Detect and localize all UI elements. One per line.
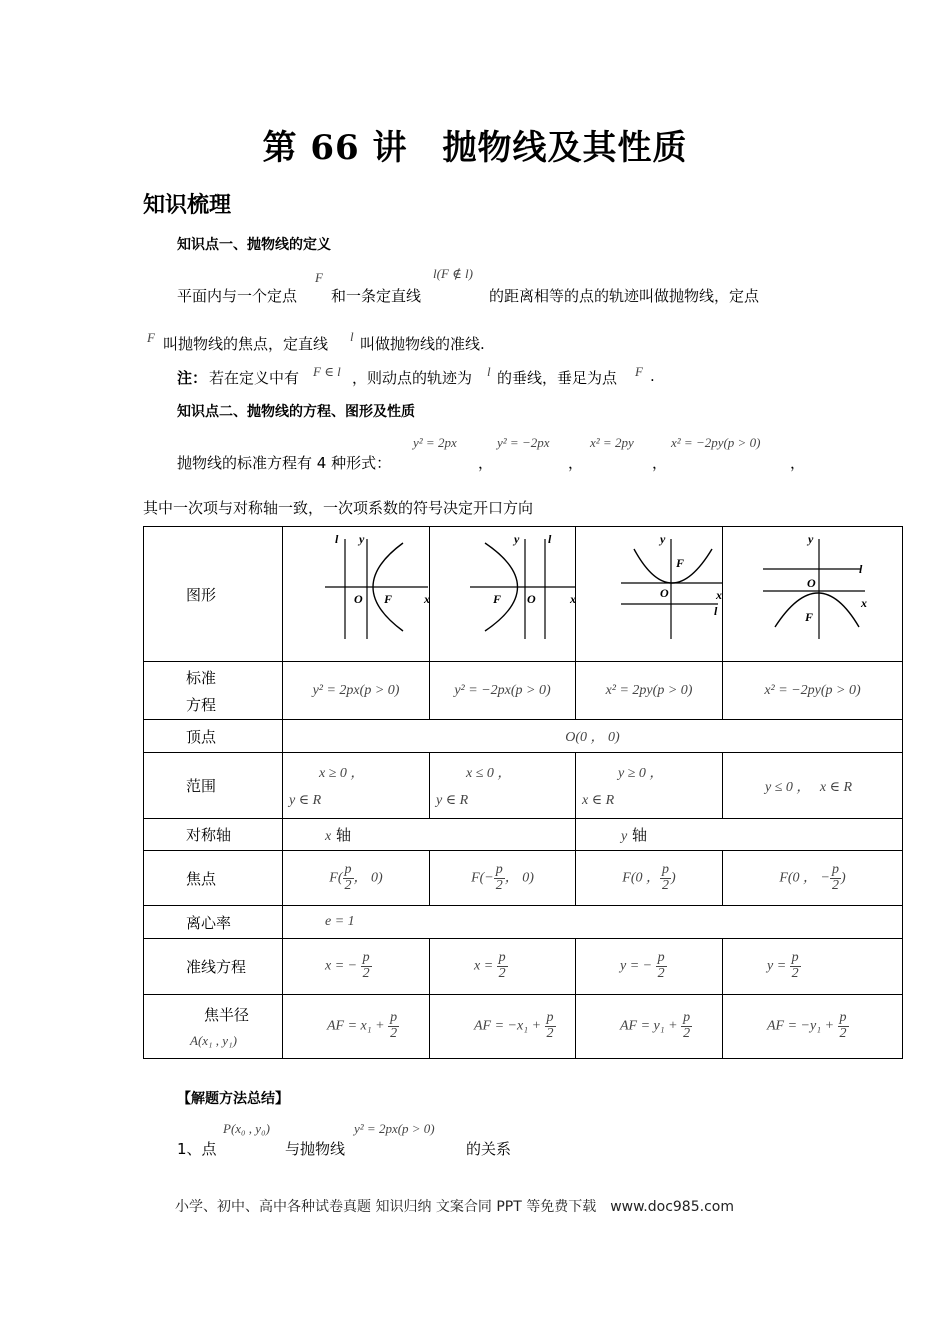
page-title: 第 66 讲 抛物线及其性质: [262, 128, 688, 168]
method-item-c: 的关系: [466, 1140, 512, 1158]
kp1-condition: l(F ∉ l): [433, 266, 473, 281]
eq-4: x² = −2py(p > 0): [723, 662, 903, 720]
label-focal-radius-2: A(x₁ , y₁): [190, 1033, 237, 1048]
eq-3: x² = 2py(p > 0): [576, 662, 723, 720]
label-equation-1: 标准: [186, 668, 217, 687]
focus-3: F(0 ， $\frac{p}{2}$ ): [576, 851, 723, 906]
label-y: y: [660, 532, 666, 546]
radius-1: AF = x₁ + $\frac{p}{2}$: [283, 995, 430, 1059]
label-vertex: 顶点: [144, 720, 283, 753]
form-comma-4: ，: [790, 454, 806, 472]
note-text-c: 的垂线，垂足为点: [497, 369, 618, 387]
axis-x-word: 轴: [336, 826, 352, 844]
label-x: x: [570, 592, 576, 606]
row-focus: [144, 851, 903, 906]
focus-4: F(0 ， − $\frac{p}{2}$ ): [723, 851, 903, 906]
label-F: F: [676, 556, 685, 570]
label-focal-radius-1: 焦半径: [204, 1006, 250, 1024]
axis-x: [283, 819, 576, 851]
directrix-2: x = $\frac{p}{2}$: [430, 939, 576, 995]
range-1: x ≥ 0 ， y ∈ R: [283, 753, 430, 819]
range-3-a: y ≥ 0: [618, 766, 646, 781]
kp1-line1-b: 和一条定直线: [331, 287, 422, 305]
radius-4: AF = −y₁ + $\frac{p}{2}$: [723, 995, 903, 1059]
page-footer: 小学、初中、高中各种试卷真题 知识归纳 文案合同 PPT 等免费下载 www.doc985.com: [175, 1199, 734, 1215]
axis-y: [576, 819, 903, 851]
range-4-b: x ∈ R: [819, 779, 853, 795]
eccentricity-value: e = 1: [283, 906, 903, 939]
forms-note: 其中一次项与对称轴一致，一次项系数的符号决定开口方向: [143, 499, 534, 517]
forms-lead: 抛物线的标准方程有 4 种形式：: [177, 454, 392, 472]
graph-left-opening-svg: [430, 527, 576, 657]
eq-1: y² = 2px(p > 0): [283, 662, 430, 720]
parabola-curve: [634, 549, 712, 583]
eq-2: y² = −2px(p > 0): [430, 662, 576, 720]
label-O: O: [354, 592, 363, 606]
vertex-value: O(0 ， 0): [283, 720, 903, 753]
graph-right-opening-svg: [283, 527, 429, 657]
row-focal-radius: [144, 995, 903, 1059]
label-O: O: [807, 576, 816, 590]
label-focus: 焦点: [144, 851, 283, 906]
range-3-b: x ∈ R: [582, 793, 615, 808]
form-4: x² = −2py(p > 0): [671, 435, 761, 450]
range-4: y ≤ 0 ， x ∈ R: [723, 753, 903, 819]
range-1-b: y ∈ R: [289, 793, 322, 808]
note-l-symbol: l: [487, 364, 491, 379]
kp1-line2-a: 叫抛物线的焦点，定直线: [163, 335, 329, 353]
axis-x-sym: x: [325, 829, 332, 844]
kp2-heading: 知识点二、抛物线的方程、图形及性质: [177, 404, 415, 420]
note-condition: F ∈ l: [313, 364, 341, 379]
note-text-a: 若在定义中有: [209, 369, 300, 387]
method-heading: 【解题方法总结】: [177, 1091, 289, 1107]
row-directrix: [144, 939, 903, 995]
range-3: y ≥ 0 ， x ∈ R: [576, 753, 723, 819]
graph-up-opening: [576, 527, 723, 662]
directrix-1: x = − $\frac{p}{2}$: [283, 939, 430, 995]
section-heading: 知识梳理: [143, 193, 232, 218]
label-l: l: [335, 532, 339, 546]
graph-down-opening-svg: [723, 527, 903, 657]
kp1-line1-c: 的距离相等的点的轨迹叫做抛物线，定点: [489, 287, 760, 305]
axis-y-sym: y: [621, 829, 628, 844]
graph-left-opening: [430, 527, 576, 662]
directrix-4: y = $\frac{p}{2}$: [723, 939, 903, 995]
method-curve: y² = 2px(p > 0): [354, 1121, 435, 1136]
label-x: x: [861, 596, 867, 610]
axis-y-word: 轴: [632, 826, 648, 844]
label-x: x: [424, 592, 430, 606]
parabola-curve: [775, 593, 859, 627]
note-text-b: ，则动点的轨迹为: [352, 369, 473, 387]
graph-down-opening: [723, 527, 903, 662]
label-y: y: [514, 532, 520, 546]
range-2-a: x ≤ 0: [466, 766, 494, 781]
kp1-line2-b: 叫做抛物线的准线.: [360, 335, 485, 353]
label-O: O: [527, 592, 536, 606]
label-l: l: [714, 604, 718, 618]
focus-1: F( $\frac{p}{2}$ ， 0): [283, 851, 430, 906]
focus-2: F(− $\frac{p}{2}$ ， 0): [430, 851, 576, 906]
range-4-a: y ≤ 0: [765, 779, 793, 795]
label-focal-radius: [144, 995, 283, 1059]
graph-right-opening: [283, 527, 430, 662]
kp1-l-symbol: l: [350, 329, 354, 344]
kp1-F-symbol: F: [315, 270, 323, 285]
note-F-symbol: F: [635, 364, 643, 379]
properties-table: [143, 526, 903, 1059]
label-directrix: 准线方程: [144, 939, 283, 995]
method-item-a: 1、点: [177, 1140, 217, 1158]
form-1: y² = 2px: [413, 435, 457, 450]
label-eccentricity: 离心率: [144, 906, 283, 939]
range-2-b: y ∈ R: [436, 793, 469, 808]
form-comma-1: ，: [478, 454, 494, 472]
note-label: 注：: [177, 369, 208, 387]
row-equation: [144, 662, 903, 720]
radius-3: AF = y₁ + $\frac{p}{2}$: [576, 995, 723, 1059]
form-2: y² = −2px: [497, 435, 550, 450]
form-comma-3: ，: [652, 454, 668, 472]
graph-up-opening-svg: [576, 527, 723, 657]
kp1-F-symbol-2: F: [147, 330, 155, 345]
row-range: [144, 753, 903, 819]
note-end: .: [650, 367, 655, 385]
kp1-heading: 知识点一、抛物线的定义: [177, 237, 331, 253]
label-O: O: [660, 586, 669, 600]
range-2: x ≤ 0 ， y ∈ R: [430, 753, 576, 819]
label-range: 范围: [144, 753, 283, 819]
directrix-3: y = − $\frac{p}{2}$: [576, 939, 723, 995]
form-3: x² = 2py: [590, 435, 634, 450]
label-equation-2: 方程: [186, 695, 217, 714]
label-y: y: [359, 532, 365, 546]
kp1-line1-a: 平面内与一个定点: [177, 287, 298, 305]
row-graph: [144, 527, 903, 662]
label-l: l: [859, 562, 863, 576]
row-eccentricity: [144, 906, 903, 939]
label-y: y: [808, 532, 814, 546]
label-F: F: [805, 610, 814, 624]
radius-2: AF = −x₁ + $\frac{p}{2}$: [430, 995, 576, 1059]
method-point: P(x₀ , y₀): [223, 1121, 270, 1136]
form-comma-2: ，: [568, 454, 584, 472]
row-axis: [144, 819, 903, 851]
label-l: l: [548, 532, 552, 546]
range-1-a: x ≥ 0: [319, 766, 347, 781]
label-equation: [144, 662, 283, 720]
label-x: x: [716, 588, 722, 602]
label-graph: 图形: [144, 527, 283, 662]
label-F: F: [384, 592, 393, 606]
label-axis: 对称轴: [144, 819, 283, 851]
method-item-b: 与抛物线: [285, 1140, 346, 1158]
label-F: F: [493, 592, 502, 606]
row-vertex: [144, 720, 903, 753]
